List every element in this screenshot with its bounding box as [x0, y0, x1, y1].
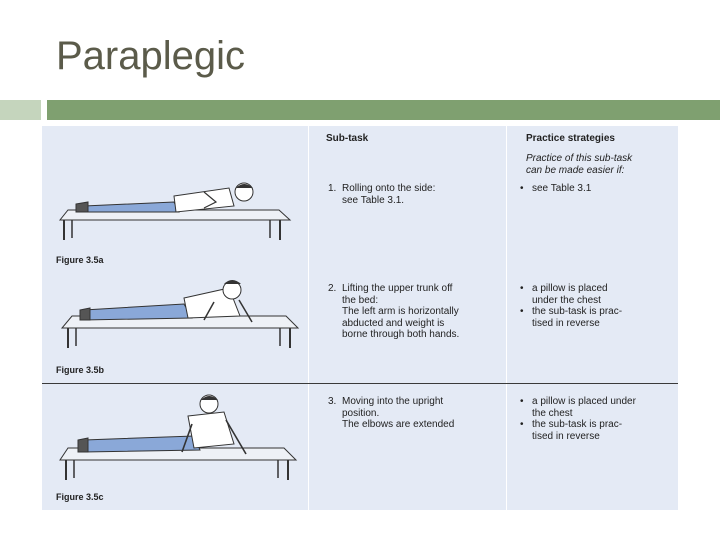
step-line: the bed:	[342, 294, 379, 306]
strategy-item	[520, 183, 670, 195]
strategy-line: the sub-task is prac-	[532, 419, 623, 430]
strategy-line: the sub-task is prac-	[532, 306, 623, 317]
strategy-item	[520, 306, 670, 329]
strategy-item	[520, 396, 670, 419]
intro-line: Practice of this sub-task	[526, 153, 633, 164]
step-line: Moving into the upright	[342, 396, 444, 407]
strategy-line: a pillow is placed	[532, 283, 608, 294]
step-line: The left arm is horizontally	[342, 306, 459, 317]
strategy-line: see Table 3.1	[532, 183, 592, 194]
strategies-1	[520, 183, 670, 195]
upright-sitting-illustration	[54, 394, 304, 484]
bullet-icon: •	[520, 306, 524, 317]
strategy-item	[520, 419, 670, 442]
step-number: 2.	[328, 283, 337, 294]
bullet-icon: •	[520, 419, 524, 430]
step-line: abducted and weight is	[342, 317, 445, 329]
bullet-icon: •	[520, 283, 524, 294]
intro-line: can be made easier if:	[526, 165, 625, 176]
strategy-line: a pillow is placed under	[532, 396, 636, 407]
row-divider	[42, 383, 678, 384]
strategies-2	[520, 283, 670, 329]
figure-label: Figure 3.5b	[56, 365, 105, 375]
strategy-line: tised in reverse	[532, 430, 600, 442]
strategies-3	[520, 396, 670, 442]
header-strategies: Practice strategies	[526, 133, 615, 144]
bullet-icon: •	[520, 396, 524, 407]
side-lying-illustration	[54, 276, 304, 356]
strategy-line: tised in reverse	[532, 317, 600, 329]
step-number: 1.	[328, 183, 337, 194]
accent-bar-left	[0, 100, 41, 120]
strategy-item	[520, 283, 670, 306]
bullet-icon: •	[520, 183, 524, 194]
column-divider	[308, 126, 309, 510]
accent-bar-main	[47, 100, 720, 120]
figure-table	[42, 126, 678, 510]
step-line: borne through both hands.	[342, 329, 460, 340]
lying-supine-illustration	[54, 178, 294, 248]
step-line: position.	[342, 407, 380, 419]
figure-label: Figure 3.5c	[56, 492, 104, 502]
strategy-line: under the chest	[532, 294, 601, 306]
slide-title: Paraplegic	[56, 34, 246, 78]
step-line: The elbows are extended	[342, 419, 455, 430]
strategy-line: the chest	[532, 407, 573, 419]
step-line: Rolling onto the side:	[342, 183, 436, 194]
figure-label: Figure 3.5a	[56, 255, 104, 265]
strategies-intro	[526, 153, 632, 177]
header-subtask: Sub-task	[326, 133, 369, 144]
step-line: see Table 3.1.	[342, 194, 405, 206]
step-line: Lifting the upper trunk off	[342, 283, 453, 294]
step-number: 3.	[328, 396, 337, 407]
